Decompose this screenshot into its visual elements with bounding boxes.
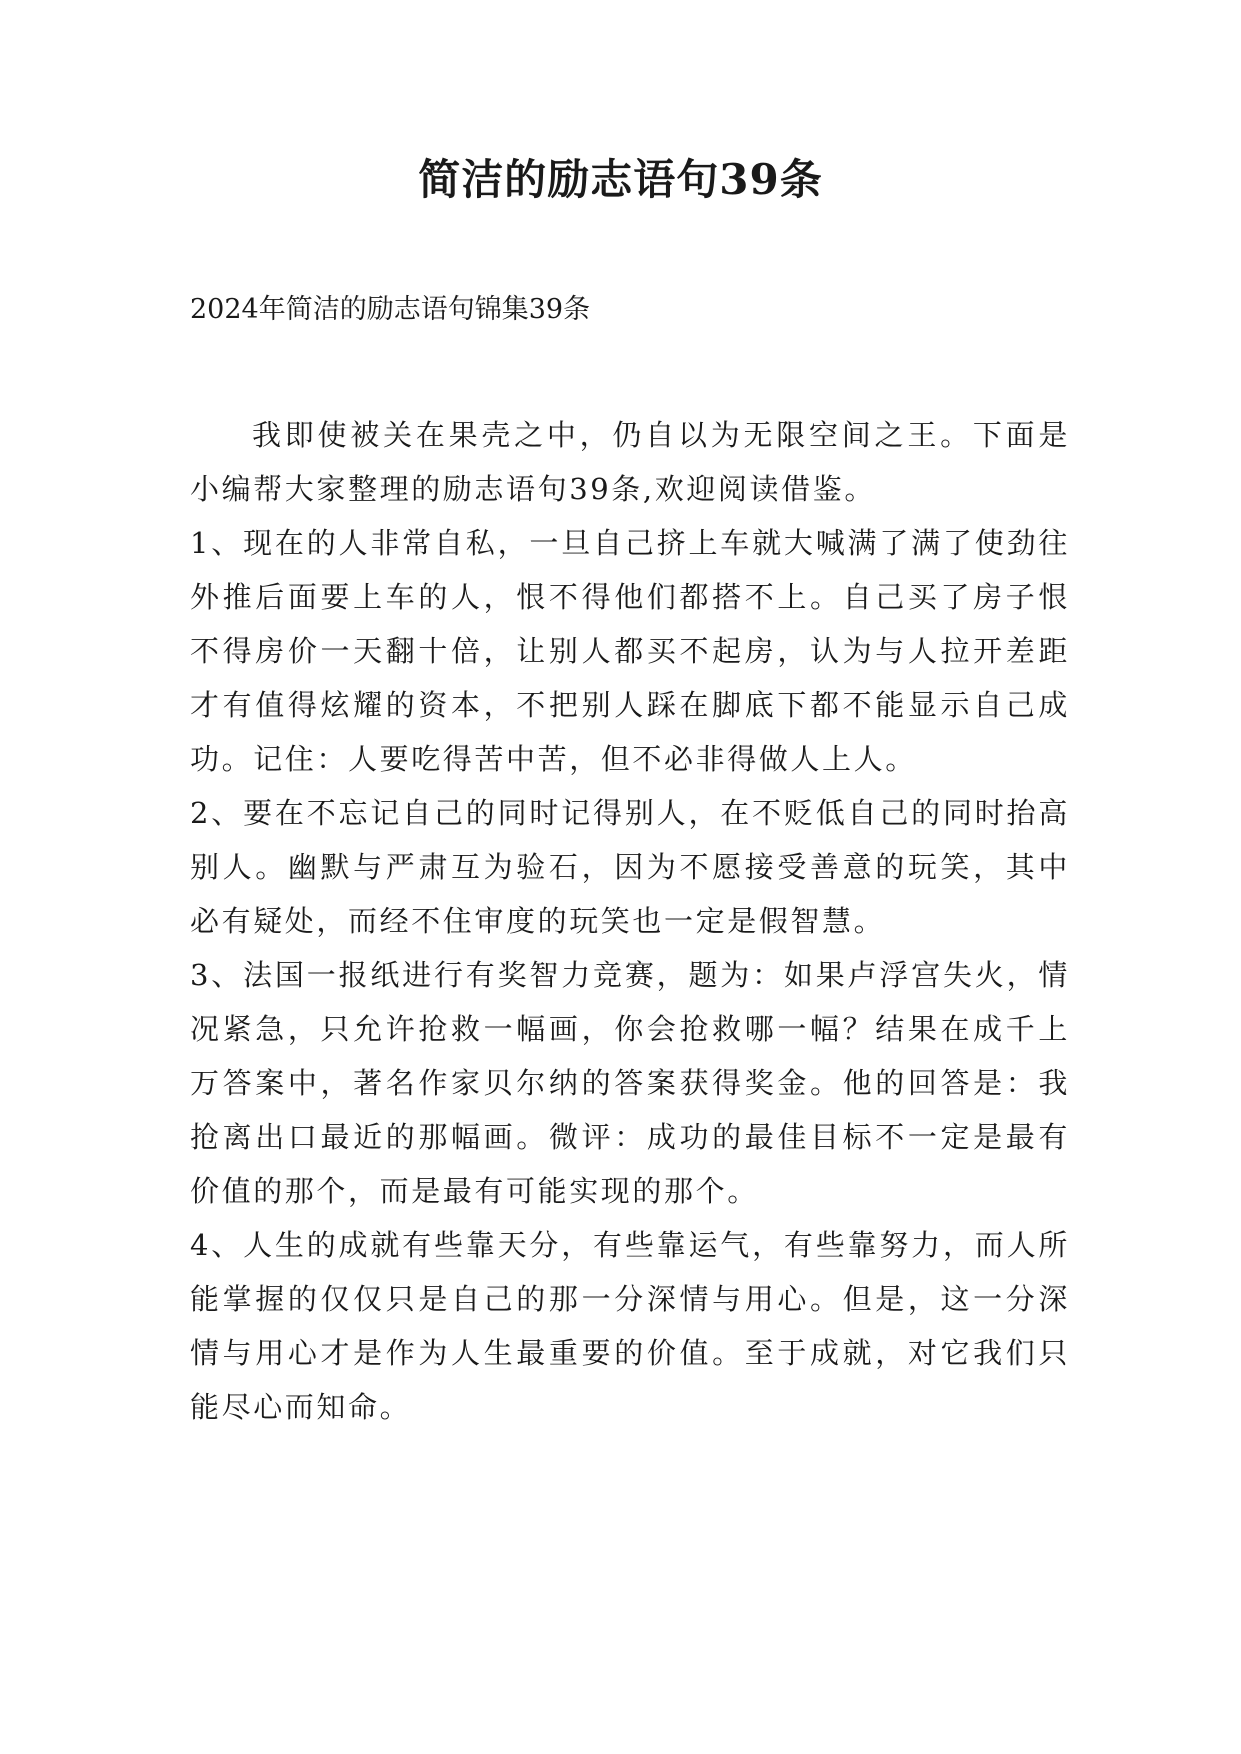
list-item-3: 3、法国一报纸进行有奖智力竞赛，题为：如果卢浮宫失火，情况紧急，只允许抢救一幅画，你会抢救哪一幅？结果在成千上万答案中，著名作家贝尔纳的答案获得奖金。他的回答是：我抢离出口最近的那幅画。微评：成功的最佳目标不一定是最有价值的那个，而是最有可能实现的那个。 [190, 958, 1070, 1208]
list-item-4: 4、人生的成就有些靠天分，有些靠运气，有些靠努力，而人所能掌握的仅仅只是自己的那一分深情与用心。但是，这一分深情与用心才是作为人生最重要的价值。至于成就，对它我们只能尽心而知命。 [190, 1228, 1070, 1424]
document-subtitle: 2024年简洁的励志语句锦集39条 [190, 294, 591, 325]
list-item-2: 2、要在不忘记自己的同时记得别人，在不贬低自己的同时抬高别人。幽默与严肃互为验石，因为不愿接受善意的玩笑，其中必有疑处，而经不住审度的玩笑也一定是假智慧。 [190, 796, 1070, 938]
document-title: 简洁的励志语句39条 [418, 155, 823, 204]
list-item-1: 1、现在的人非常自私，一旦自己挤上车就大喊满了满了使劲往外推后面要上车的人，恨不得他们都搭不上。自己买了房子恨不得房价一天翻十倍，让别人都买不起房，认为与人拉开差距才有值得炫耀的资本，不把别人踩在脚底下都不能显示自己成功。记住：人要吃得苦中苦，但不必非得做人上人。 [190, 526, 1070, 776]
document-body [190, 408, 1070, 1434]
intro-paragraph: 我即使被关在果壳之中，仍自以为无限空间之王。下面是小编帮大家整理的励志语句39条,欢迎阅读借鉴。 [190, 418, 1070, 506]
